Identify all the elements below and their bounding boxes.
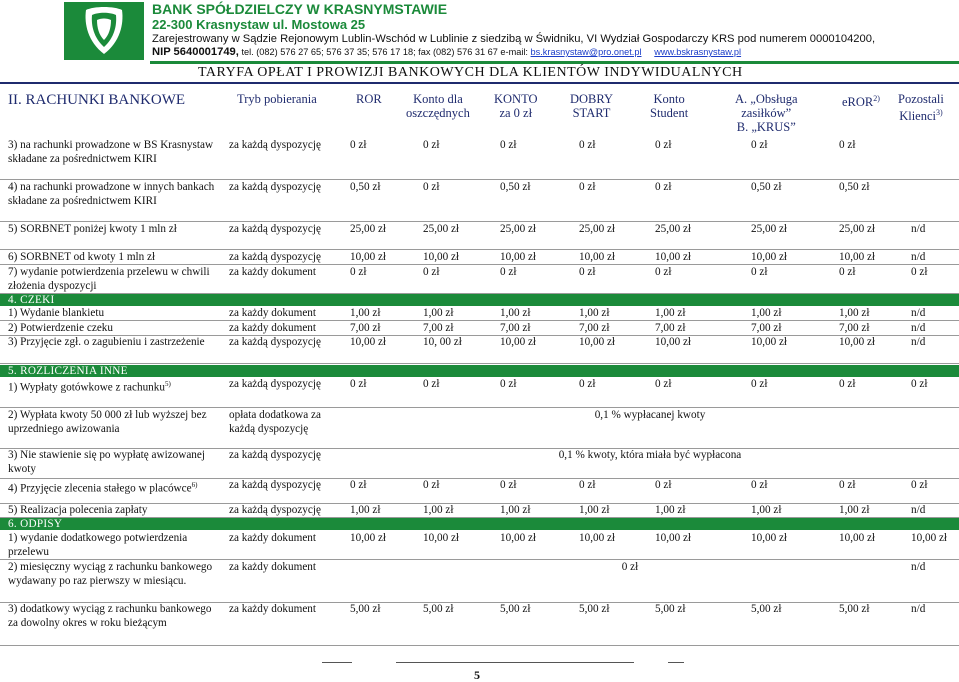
row-label (8, 251, 223, 265)
fee-value: 0 zł (751, 266, 768, 278)
col-student-line2: Student (650, 106, 689, 120)
row-label (8, 449, 223, 476)
col-eror-label: eROR (842, 95, 874, 110)
fee-value: 1,00 zł (350, 504, 381, 516)
fee-value: 7,00 zł (655, 322, 686, 334)
col-obsluga-line2: zasiłków” (741, 106, 792, 120)
row-label (8, 504, 223, 518)
row-label-text: 4) Przyjęcie zlecenia stałego w placówce (8, 482, 192, 495)
fee-value: 0,50 zł (350, 181, 381, 193)
bank-nip: NIP 5640001749, (152, 46, 239, 58)
fee-value: 5,00 zł (423, 603, 454, 615)
row-mode: za każdy dokument (229, 603, 316, 615)
row-label-text: 6) SORBNET od kwoty 1 mln zł (8, 251, 156, 263)
row-mode: za każdą dyspozycję (229, 378, 321, 390)
col-konto0-line2: za 0 zł (499, 106, 533, 120)
col-eror (842, 92, 880, 109)
row-mode: za każdy dokument (229, 532, 316, 544)
fee-value: 7,00 zł (579, 322, 610, 334)
fee-value: 10,00 zł (655, 336, 692, 348)
fee-value: 7,00 zł (423, 322, 454, 334)
row-label (8, 532, 223, 559)
row-label (8, 336, 223, 350)
fee-value: 1,00 zł (350, 307, 381, 319)
fee-value: 1,00 zł (423, 307, 454, 319)
fee-value: 0 zł (500, 378, 517, 390)
row-label-footnote: 5) (164, 380, 171, 388)
fee-value: 5,00 zł (839, 603, 870, 615)
fee-value: 0 zł (423, 378, 440, 390)
footer-rule-right (668, 662, 684, 663)
bank-phones: tel. (082) 576 27 65; 576 37 35; 576 17 18; fax (082) 576 31 67 e-mail: (238, 47, 531, 57)
row-label-text: 5) SORBNET poniżej kwoty 1 mln zł (8, 223, 177, 235)
fee-value: 0,50 zł (751, 181, 782, 193)
col-student-line1: Konto (653, 92, 685, 106)
fee-value: 1,00 zł (839, 307, 870, 319)
row-label-text: 1) wydanie dodatkowego potwierdzenia przelewu (8, 532, 188, 558)
fee-value: 7,00 zł (751, 322, 782, 334)
fee-value: 0 zł (751, 479, 768, 491)
row-divider (0, 249, 959, 250)
fee-value: 0 zł (423, 479, 440, 491)
section-title: 6. ODPISY (8, 518, 63, 530)
fee-value: 10,00 zł (751, 532, 788, 544)
row-mode: za każdą dyspozycję (229, 504, 321, 516)
row-label-text: 7) wydanie potwierdzenia przelewu w chwili złożenia dyspozycji (8, 266, 210, 292)
row-label-text: 2) Wypłata kwoty 50 000 zł lub wyższej bez uprzedniego awizowania (8, 409, 207, 435)
row-mode: za każdą dyspozycję (229, 251, 321, 263)
row-label (8, 181, 223, 208)
fee-value: 7,00 zł (839, 322, 870, 334)
col-obsluga-line3: B. „KRUS” (736, 120, 796, 134)
section-heading: II. RACHUNKI BANKOWE (8, 92, 186, 108)
fee-value: 0 zł (423, 266, 440, 278)
fee-value: 1,00 zł (655, 504, 686, 516)
fee-value: 10,00 zł (500, 532, 537, 544)
row-divider (0, 407, 959, 408)
fee-merged-value: 0,1 % kwoty, która miała być wypłacona (558, 449, 742, 461)
section-bar (0, 518, 959, 530)
col-konto0 (494, 92, 538, 120)
fee-value: 10,00 zł (423, 532, 460, 544)
col-savings (406, 92, 470, 120)
fee-value: 1,00 zł (751, 307, 782, 319)
col-mode: Tryb pobierania (237, 92, 317, 106)
section-title: 5. ROZLICZENIA INNE (8, 365, 128, 377)
col-dobry-start (570, 92, 613, 120)
row-mode: opłata dodatkowa za każdą dyspozycję (229, 409, 321, 435)
row-mode: za każdą dyspozycję (229, 449, 321, 461)
fee-value: 0 zł (423, 139, 440, 151)
fee-value: 10,00 zł (839, 532, 876, 544)
row-divider (0, 264, 959, 265)
fee-value: 10,00 zł (423, 251, 460, 263)
fee-value: 7,00 zł (350, 322, 381, 334)
fee-value: 0 zł (500, 479, 517, 491)
fee-value: 25,00 zł (423, 223, 460, 235)
col-eror-footnote: 2) (873, 94, 880, 103)
col-others-footnote: 3) (935, 108, 943, 117)
fee-value: 10,00 zł (839, 251, 876, 263)
fee-value: n/d (911, 603, 926, 615)
col-obsluga (735, 92, 798, 134)
fee-value: 0 zł (350, 266, 367, 278)
fee-value: n/d (911, 307, 926, 319)
row-label-text: 1) Wydanie blankietu (8, 307, 105, 319)
fee-value: 10,00 zł (911, 532, 948, 544)
page-number: 5 (474, 668, 480, 682)
fee-value: 10,00 zł (350, 532, 387, 544)
row-label-text: 2) miesięczny wyciąg z rachunku bankowego wydawany po raz pierwszy w miesiącu. (8, 561, 213, 587)
fee-value: n/d (911, 223, 926, 235)
col-dobry-line2: START (572, 106, 611, 120)
fee-value: 0 zł (751, 378, 768, 390)
fee-value: 25,00 zł (350, 223, 387, 235)
fee-value: n/d (911, 336, 926, 348)
fee-value: 0,50 zł (839, 181, 870, 193)
fee-value: 0 zł (579, 378, 596, 390)
section-bar (0, 365, 959, 377)
row-mode: za każdą dyspozycję (229, 139, 321, 151)
row-mode: za każdy dokument (229, 561, 316, 573)
row-mode: za każdy dokument (229, 307, 316, 319)
email-link[interactable]: bs.krasnystaw@pro.onet.pl (530, 47, 642, 57)
fee-value: 0 zł (423, 181, 440, 193)
fee-value: 0 zł (655, 378, 672, 390)
row-divider (0, 559, 959, 560)
fee-value: 0 zł (751, 139, 768, 151)
fee-value: 10,00 zł (751, 251, 788, 263)
row-mode: za każdą dyspozycję (229, 223, 321, 235)
fee-value: 5,00 zł (751, 603, 782, 615)
fee-value: 0 zł (839, 479, 856, 491)
bank-logo-icon (64, 2, 144, 60)
row-label-text: 3) Przyjęcie zgł. o zagubieniu i zastrzeżenie (8, 336, 205, 348)
fee-value: 10,00 zł (500, 336, 537, 348)
col-student (650, 92, 688, 120)
fee-value: 1,00 zł (579, 504, 610, 516)
fee-value: 0 zł (839, 266, 856, 278)
fee-value: 0 zł (579, 181, 596, 193)
fee-value: 0 zł (911, 479, 928, 491)
fee-value: n/d (911, 504, 926, 516)
fee-value: 0 zł (655, 266, 672, 278)
fee-value: 5,00 zł (579, 603, 610, 615)
fee-value: n/d (911, 561, 926, 573)
row-label (8, 139, 223, 166)
title-rule (0, 82, 959, 84)
fee-value: 0 zł (655, 139, 672, 151)
section-title: 4. CZEKI (8, 294, 55, 306)
row-mode: za każdą dyspozycję (229, 336, 321, 348)
col-savings-line2: oszczędnych (406, 106, 470, 120)
row-label (8, 378, 223, 395)
fee-value: 0 zł (350, 378, 367, 390)
fee-value: 10,00 zł (579, 251, 616, 263)
bank-name: BANK SPÓŁDZIELCZY W KRASNYMSTAWIE (152, 1, 448, 17)
row-label-text: 3) na rachunki prowadzone w BS Krasnystaw składane za pośrednictwem KIRI (8, 139, 214, 165)
fee-value: 10, 00 zł (423, 336, 462, 348)
fee-value: 10,00 zł (500, 251, 537, 263)
fee-value: 25,00 zł (751, 223, 788, 235)
fee-value: 25,00 zł (500, 223, 537, 235)
row-mode: za każdy dokument (229, 266, 316, 278)
fee-value: 5,00 zł (655, 603, 686, 615)
bank-address: 22-300 Krasnystaw ul. Mostowa 25 (152, 17, 366, 32)
fee-value: 7,00 zł (500, 322, 531, 334)
row-mode: za każdą dyspozycję (229, 479, 321, 491)
row-divider (0, 645, 959, 646)
fee-value: 25,00 zł (655, 223, 692, 235)
bank-registration: Zarejestrowany w Sądzie Rejonowym Lublin-Wschód w Lublinie z siedzibą w Świdniku, VI Wydział Gospodarczy KRS pod numerem 0000104200, (152, 33, 876, 45)
fee-value: 0 zł (579, 139, 596, 151)
fee-value: 0 zł (579, 266, 596, 278)
fee-value: 1,00 zł (423, 504, 454, 516)
col-konto0-line1: KONTO (494, 92, 538, 106)
fee-value: 10,00 zł (579, 336, 616, 348)
fee-value: 1,00 zł (655, 307, 686, 319)
fee-value: 0 zł (350, 479, 367, 491)
row-label (8, 266, 223, 293)
row-label-text: 1) Wypłaty gotówkowe z rachunku (8, 381, 165, 394)
fee-value: 1,00 zł (751, 504, 782, 516)
row-label (8, 223, 223, 237)
row-label (8, 322, 223, 336)
section-bar (0, 294, 959, 306)
fee-value: 0 zł (500, 139, 517, 151)
fee-value: 5,00 zł (350, 603, 381, 615)
row-label-text: 3) dodatkowy wyciąg z rachunku bankowego za dowolny okres w roku bieżącym (8, 603, 212, 629)
bank-contact-line (152, 46, 741, 59)
col-others (898, 92, 944, 123)
fee-value: 0 zł (655, 479, 672, 491)
row-mode: za każdy dokument (229, 322, 316, 334)
footer-rule-main (396, 662, 634, 663)
header-green-rule (150, 61, 959, 64)
fee-value: 25,00 zł (579, 223, 616, 235)
fee-merged-value: 0,1 % wypłacanej kwoty (594, 409, 706, 421)
row-mode: za każdą dyspozycję (229, 181, 321, 193)
fee-value: 1,00 zł (500, 307, 531, 319)
fee-value: 0 zł (500, 266, 517, 278)
fee-value: 0 zł (839, 378, 856, 390)
fee-value: 1,00 zł (839, 504, 870, 516)
row-label (8, 479, 223, 496)
document-title: TARYFA OPŁAT I PROWIZJI BANKOWYCH DLA KLIENTÓW INDYWIDUALNYCH (198, 65, 743, 80)
fee-value: 1,00 zł (579, 307, 610, 319)
row-divider (0, 179, 959, 180)
row-label-footnote: 6) (191, 481, 198, 489)
row-label (8, 603, 223, 630)
row-label-text: 3) Nie stawienie się po wypłatę awizowanej kwoty (8, 449, 205, 475)
fee-value: 0,50 zł (500, 181, 531, 193)
fee-value: 0 zł (350, 139, 367, 151)
row-label-text: 2) Potwierdzenie czeku (8, 322, 113, 334)
fee-value: 5,00 zł (500, 603, 531, 615)
row-divider (0, 363, 959, 364)
col-ror: ROR (356, 92, 382, 106)
row-divider (0, 320, 959, 321)
col-others-line2: Klienci (899, 109, 936, 124)
fee-merged-value: 0 zł (621, 561, 639, 573)
fee-value: 10,00 zł (655, 251, 692, 263)
row-divider (0, 221, 959, 222)
fee-value: 0 zł (911, 378, 928, 390)
fee-value: 10,00 zł (751, 336, 788, 348)
row-label (8, 561, 223, 588)
col-savings-line1: Konto dla (413, 92, 463, 106)
fee-value: n/d (911, 322, 926, 334)
fee-value: 1,00 zł (500, 504, 531, 516)
col-obsluga-line1: A. „Obsługa (735, 92, 798, 106)
fee-value: 10,00 zł (655, 532, 692, 544)
fee-value: 25,00 zł (839, 223, 876, 235)
fee-value: 10,00 zł (839, 336, 876, 348)
fee-value: 0 zł (839, 139, 856, 151)
row-label (8, 409, 223, 436)
col-dobry-line1: DOBRY (570, 92, 614, 106)
fee-value: 0 zł (579, 479, 596, 491)
fee-value: 10,00 zł (350, 251, 387, 263)
row-label (8, 307, 223, 321)
row-label-text: 5) Realizacja polecenia zapłaty (8, 504, 148, 516)
website-link[interactable]: www.bskrasnystaw.pl (654, 47, 742, 57)
bank-logo (64, 2, 144, 60)
fee-value: 10,00 zł (350, 336, 387, 348)
footer-rule-left (322, 662, 352, 663)
fee-value: 0 zł (655, 181, 672, 193)
fee-value: n/d (911, 251, 926, 263)
fee-value: 10,00 zł (579, 532, 616, 544)
row-label-text: 4) na rachunki prowadzone w innych bankach składane za pośrednictwem KIRI (8, 181, 215, 207)
col-others-line1: Pozostali (898, 92, 944, 106)
fee-value: 0 zł (911, 266, 928, 278)
